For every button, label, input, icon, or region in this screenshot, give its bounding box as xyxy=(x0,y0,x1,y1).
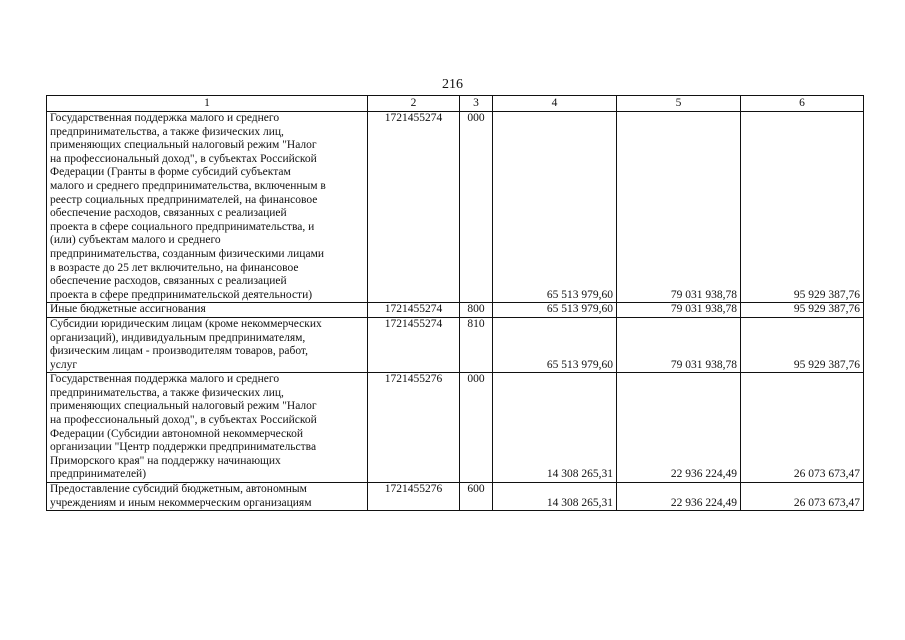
header-cell: 2 xyxy=(368,96,460,112)
description-line: на профессиональный доход", в субъектах Российской xyxy=(50,414,317,427)
header-cell: 4 xyxy=(493,96,617,112)
amount-col5: 22 936 224,49 xyxy=(617,483,741,511)
description-line: проекта в сфере социального предпринимательства, и xyxy=(50,220,315,233)
description-line: услуг xyxy=(50,358,78,371)
description-line: Государственная поддержка малого и среднего xyxy=(50,112,280,124)
amount-col4: 65 513 979,60 xyxy=(493,303,617,318)
row-description xyxy=(47,483,368,511)
description-line: (или) субъектам малого и среднего xyxy=(50,234,221,247)
description-line: на профессиональный доход", в субъектах Российской xyxy=(50,152,317,165)
amount-col5: 79 031 938,78 xyxy=(617,317,741,372)
table-row xyxy=(47,112,864,303)
target-article-code: 1721455274 xyxy=(368,303,460,318)
description-line: применяющих специальный налоговый режим "Налог xyxy=(50,139,317,152)
amount-col4: 65 513 979,60 xyxy=(493,112,617,303)
expense-type-code: 000 xyxy=(460,373,493,483)
description-line: Субсидии юридическим лицам (кроме некоммерческих xyxy=(50,317,322,330)
description-line: Федерации (Гранты в форме субсидий субъектам xyxy=(50,166,291,179)
amount-col5: 79 031 938,78 xyxy=(617,303,741,318)
header-cell: 5 xyxy=(617,96,741,112)
description-line: предпринимательства, а также физических лиц, xyxy=(50,125,284,138)
description-line: Иные бюджетные ассигнования xyxy=(50,303,206,316)
table-row xyxy=(47,483,864,511)
description-line: обеспечение расходов, связанных с реализацией xyxy=(50,207,287,220)
table-row xyxy=(47,303,864,318)
description-line: проекта в сфере предпринимательской деятельности) xyxy=(50,288,313,301)
table-row xyxy=(47,317,864,372)
row-description xyxy=(47,112,368,303)
description-line: предпринимательства, созданным физическими лицами xyxy=(50,247,325,260)
description-line: Государственная поддержка малого и среднего xyxy=(50,373,280,386)
target-article-code: 1721455276 xyxy=(368,483,460,511)
row-description xyxy=(47,373,368,483)
description-line: предпринимателей) xyxy=(50,468,147,481)
expense-type-code: 000 xyxy=(460,112,493,303)
description-line: организации "Центр поддержки предпринимательства xyxy=(50,441,317,454)
header-cell: 3 xyxy=(460,96,493,112)
target-article-code: 1721455274 xyxy=(368,112,460,303)
amount-col5: 79 031 938,78 xyxy=(617,112,741,303)
description-line: малого и среднего предпринимательства, включенным в xyxy=(50,179,326,192)
description-line: физическим лицам - производителям товаров, работ, xyxy=(50,345,308,358)
expense-type-code: 600 xyxy=(460,483,493,511)
table-row xyxy=(47,373,864,483)
description-line: в возрасте до 25 лет включительно, на финансовое xyxy=(50,261,299,274)
description-line: организаций), индивидуальным предпринимателям, xyxy=(50,331,306,344)
page-number: 216 xyxy=(442,77,463,92)
amount-col5: 22 936 224,49 xyxy=(617,373,741,483)
description-line: учреждениям и иным некоммерческим организациям xyxy=(50,496,312,509)
amount-col6: 26 073 673,47 xyxy=(741,373,864,483)
budget-table xyxy=(46,95,864,511)
row-description xyxy=(47,303,368,318)
amount-col6: 95 929 387,76 xyxy=(741,303,864,318)
table-body xyxy=(47,112,864,511)
description-line: Предоставление субсидий бюджетным, автономным xyxy=(50,483,307,496)
amount-col4: 14 308 265,31 xyxy=(493,483,617,511)
description-line: предпринимательства, а также физических лиц, xyxy=(50,386,284,399)
description-line: Приморского края" на поддержку начинающих xyxy=(50,454,281,467)
amount-col6: 95 929 387,76 xyxy=(741,317,864,372)
amount-col4: 65 513 979,60 xyxy=(493,317,617,372)
description-line: обеспечение расходов, связанных с реализацией xyxy=(50,275,287,288)
amount-col6: 95 929 387,76 xyxy=(741,112,864,303)
target-article-code: 1721455274 xyxy=(368,317,460,372)
expense-type-code: 800 xyxy=(460,303,493,318)
target-article-code: 1721455276 xyxy=(368,373,460,483)
header-cell: 6 xyxy=(741,96,864,112)
header-row xyxy=(47,96,864,112)
amount-col4: 14 308 265,31 xyxy=(493,373,617,483)
description-line: Федерации (Субсидии автономной некоммерческой xyxy=(50,427,304,440)
header-cell: 1 xyxy=(47,96,368,112)
description-line: реестр социальных предпринимателей, на финансовое xyxy=(50,193,318,206)
expense-type-code: 810 xyxy=(460,317,493,372)
description-line: применяющих специальный налоговый режим "Налог xyxy=(50,400,317,413)
row-description xyxy=(47,317,368,372)
amount-col6: 26 073 673,47 xyxy=(741,483,864,511)
